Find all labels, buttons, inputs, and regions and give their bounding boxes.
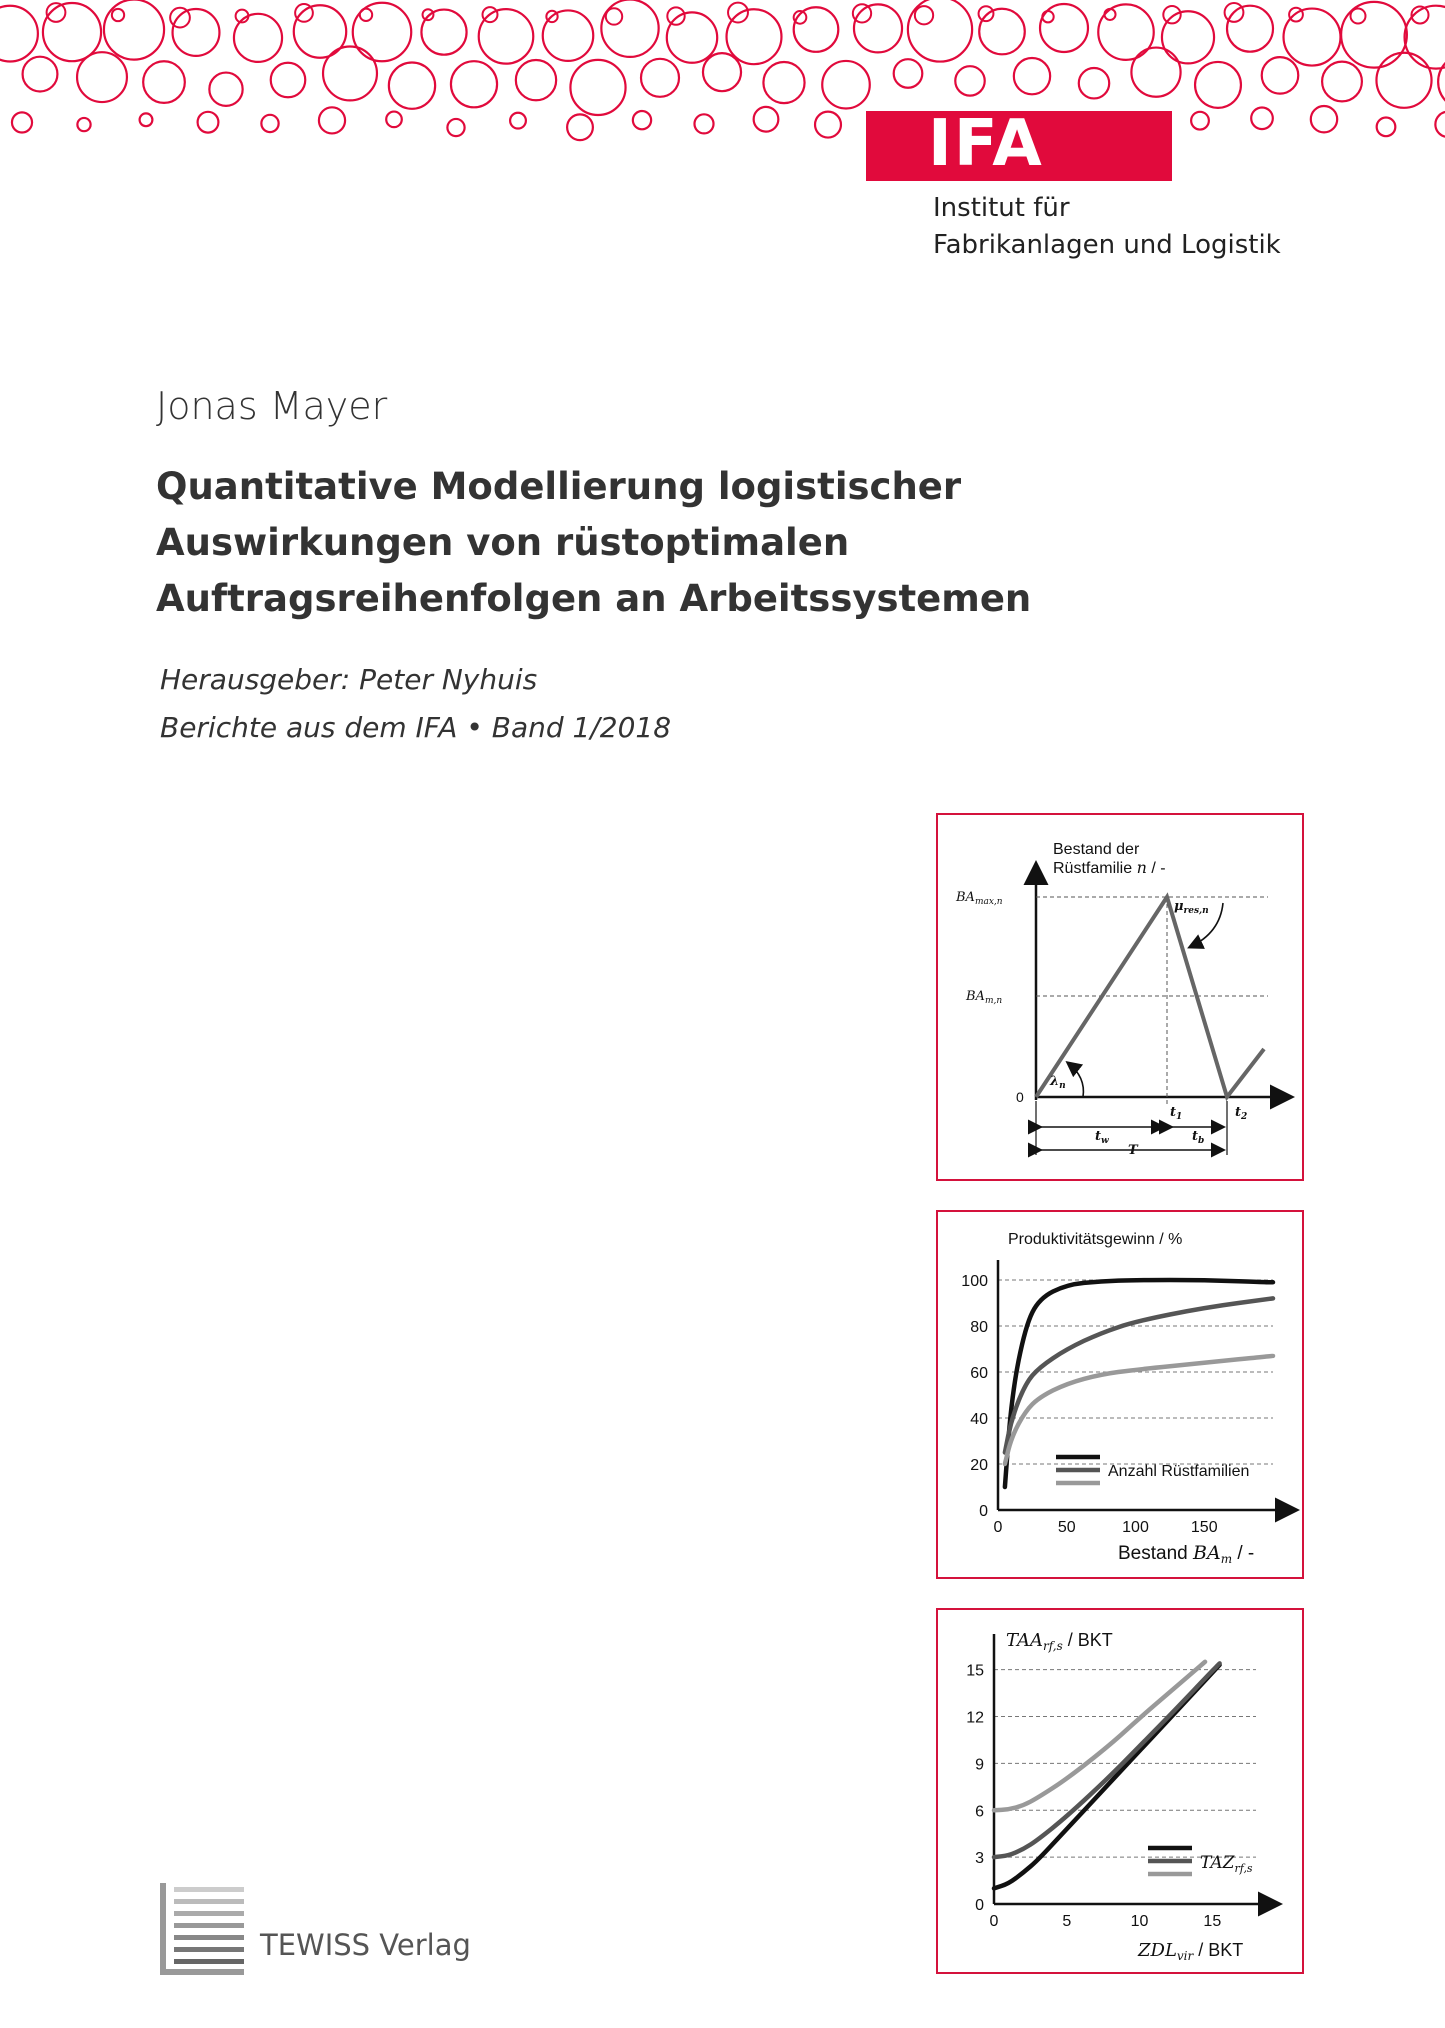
title-line: Auftragsreihenfolgen an Arbeitssystemen xyxy=(156,577,1032,620)
taa-chart-frame xyxy=(936,1608,1304,1974)
book-title xyxy=(156,459,1031,627)
bubble xyxy=(703,53,741,91)
y-axis-title: $TAA_{rf,s}$ / BKT xyxy=(1006,1630,1113,1653)
T-label: T xyxy=(1128,1143,1138,1158)
bubble xyxy=(323,46,377,100)
bubble xyxy=(763,62,804,103)
ba-max-label: $BA_{max,n}$ xyxy=(956,890,1003,907)
bubble xyxy=(12,112,32,132)
bubble xyxy=(822,61,870,109)
series-line xyxy=(1005,1280,1273,1487)
bubble xyxy=(516,60,556,100)
bubble xyxy=(955,66,984,95)
bubble xyxy=(1163,6,1180,23)
bubble xyxy=(319,107,345,133)
bubble xyxy=(543,10,593,60)
title-line: Quantitative Modellierung logistischer xyxy=(156,465,962,508)
bubble xyxy=(1376,53,1431,108)
origin-label: 0 xyxy=(1016,1089,1024,1105)
y-tick-label: 6 xyxy=(975,1803,984,1821)
taa-chart xyxy=(938,1610,1302,1972)
bubble xyxy=(1191,112,1209,130)
bubble xyxy=(1014,58,1050,94)
tw-label: $t_w$ xyxy=(1095,1129,1109,1146)
x-tick-label: 0 xyxy=(993,1519,1003,1536)
bubble xyxy=(1195,62,1241,108)
bubble xyxy=(104,0,164,60)
productivity-chart-frame xyxy=(936,1210,1304,1579)
ba-mean-label: $BA_{m,n}$ xyxy=(966,989,1003,1006)
tewiss-logo-icon xyxy=(160,1883,252,1975)
legend-label: $TAZ_{rf,s}$ xyxy=(1200,1853,1253,1875)
inventory-diagram-frame xyxy=(936,813,1304,1181)
bubble xyxy=(173,9,220,56)
bubble xyxy=(140,113,153,126)
bubble xyxy=(667,7,684,24)
y-tick-label: 12 xyxy=(966,1709,984,1727)
bubble xyxy=(112,9,124,21)
bubble xyxy=(43,3,101,61)
bubble xyxy=(794,7,839,52)
x-tick-label: 100 xyxy=(1122,1519,1149,1536)
lambda-label: $\lambda_n$ xyxy=(1050,1074,1066,1091)
y-tick-label: 0 xyxy=(979,1503,988,1520)
series-line xyxy=(994,1663,1220,1857)
y-tick-label: 60 xyxy=(970,1365,988,1382)
bubble xyxy=(728,3,748,23)
bubble xyxy=(641,59,679,97)
bubble xyxy=(261,115,278,132)
bubble xyxy=(234,14,282,62)
bubble xyxy=(451,61,497,107)
bubble xyxy=(198,112,219,133)
y-tick-label: 9 xyxy=(975,1756,984,1774)
editor-line: Herausgeber: Peter Nyhuis xyxy=(160,663,538,696)
bubble xyxy=(1227,6,1273,52)
x-tick-label: 150 xyxy=(1190,1519,1218,1536)
x-axis-title: Bestand $BA_m$ / - xyxy=(1118,1542,1255,1566)
t1-label: $t_1$ xyxy=(1170,1105,1183,1122)
bubble xyxy=(23,57,58,92)
y-tick-label: 15 xyxy=(966,1662,984,1680)
x-tick-label: 5 xyxy=(1062,1913,1072,1930)
bubble xyxy=(447,119,464,136)
y-tick-label: 100 xyxy=(961,1273,988,1290)
bubble xyxy=(1262,57,1299,94)
productivity-chart xyxy=(938,1212,1302,1577)
y-tick-label: 0 xyxy=(975,1897,984,1914)
bubble xyxy=(1098,4,1153,59)
series-line xyxy=(1005,1298,1273,1452)
x-axis-title: $ZDL_{vir}$ / BKT xyxy=(1138,1940,1244,1963)
bubble xyxy=(894,59,923,88)
bubble xyxy=(633,111,651,129)
institute-line1: Institut für xyxy=(933,193,1070,223)
bubble xyxy=(601,0,658,57)
bubble xyxy=(1284,9,1341,66)
bubble xyxy=(979,6,994,21)
series-info xyxy=(160,656,671,752)
bubble xyxy=(1040,4,1088,52)
bubble xyxy=(421,10,466,55)
bubble xyxy=(754,107,779,132)
x-tick-label: 15 xyxy=(1203,1913,1222,1930)
bubble xyxy=(143,61,185,103)
series-line: Berichte aus dem IFA • Band 1/2018 xyxy=(160,711,672,744)
bubble xyxy=(1435,112,1445,137)
y-axis-title-line1: Bestand der xyxy=(1053,841,1140,858)
institute-line2: Fabrikanlagen und Logistik xyxy=(933,230,1281,260)
y-tick-label: 80 xyxy=(970,1319,988,1336)
title-line: Auswirkungen von rüstoptimalen xyxy=(156,521,850,564)
bubble xyxy=(77,52,127,102)
x-tick-label: 50 xyxy=(1057,1519,1076,1536)
bubble xyxy=(209,73,242,106)
bubble xyxy=(815,112,841,138)
bubble xyxy=(979,9,1025,55)
bubble xyxy=(915,6,933,24)
lambda-arrow xyxy=(1068,1063,1083,1097)
bubble xyxy=(727,9,782,64)
bubble xyxy=(1377,118,1396,137)
tb-label: $t_b$ xyxy=(1192,1129,1205,1146)
legend-title: Anzahl Rüstfamilien xyxy=(1108,1463,1250,1480)
mu-label: $\mu_{res,n}$ xyxy=(1174,899,1209,916)
t2-label: $t_2$ xyxy=(1235,1105,1248,1122)
y-tick-label: 3 xyxy=(975,1850,984,1868)
author-name: Jonas Mayer xyxy=(156,384,388,428)
bubble xyxy=(510,113,526,129)
inventory-diagram xyxy=(938,815,1302,1179)
chart-title: Produktivitätsgewinn / % xyxy=(1008,1231,1183,1248)
bubble xyxy=(77,118,90,131)
inventory-curve xyxy=(1036,897,1264,1097)
x-tick-label: 10 xyxy=(1130,1913,1149,1930)
bubble xyxy=(271,63,306,98)
bubble-pattern xyxy=(0,0,1445,150)
bubble xyxy=(1341,2,1407,68)
bubble xyxy=(1131,48,1180,97)
bubble xyxy=(1438,54,1445,110)
bubble xyxy=(353,3,411,61)
x-tick-label: 0 xyxy=(989,1913,999,1930)
y-axis-title-line2: Rüstfamilie n / - xyxy=(1053,858,1166,877)
bubble xyxy=(567,114,593,140)
publisher-name: TEWISS Verlag xyxy=(260,1928,471,1962)
bubble xyxy=(1079,68,1109,98)
institute-name xyxy=(933,190,1281,264)
ifa-logo-text: IFA xyxy=(928,107,1044,181)
y-tick-label: 40 xyxy=(970,1411,988,1428)
bubble xyxy=(1162,11,1214,63)
bubble xyxy=(1322,62,1362,102)
bubble xyxy=(389,63,435,109)
bubble xyxy=(479,9,534,64)
bubble xyxy=(854,4,902,52)
bubble xyxy=(667,12,717,62)
bubble xyxy=(1251,107,1273,129)
bubble xyxy=(386,112,402,128)
bubble xyxy=(1311,106,1337,132)
bubble xyxy=(0,6,38,62)
bubble xyxy=(694,114,713,133)
bubble xyxy=(570,60,625,115)
y-tick-label: 20 xyxy=(970,1457,988,1474)
